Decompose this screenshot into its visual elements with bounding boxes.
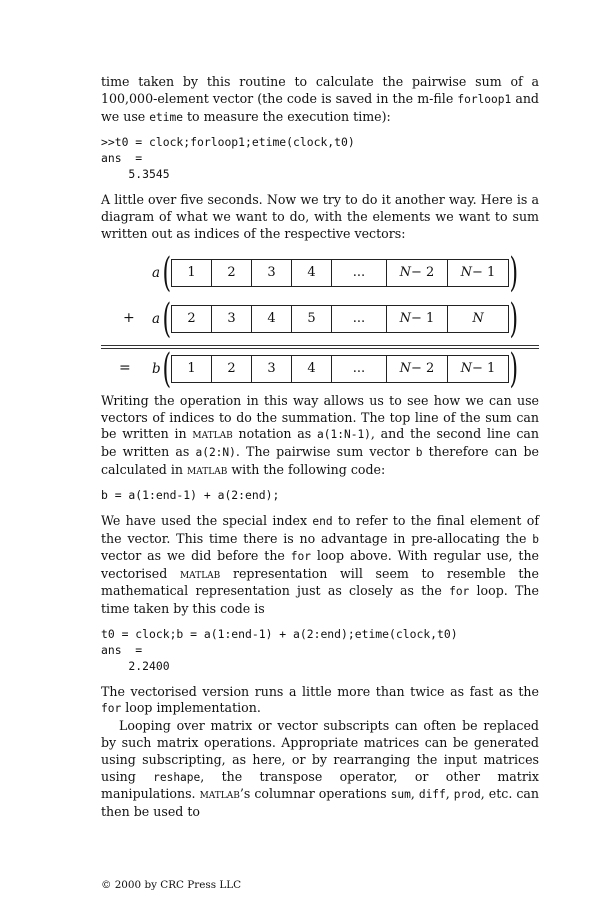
diagram-row-a2 bbox=[101, 295, 539, 345]
code1-command: >>t0 = clock;forloop1;etime(clock,t0) bbox=[101, 135, 355, 150]
paragraph-end-index bbox=[101, 513, 539, 618]
mfile-name: forloop1 bbox=[457, 92, 512, 106]
text: ’s columnar operations bbox=[239, 786, 391, 802]
intro-text-3: to measure the execution time): bbox=[182, 108, 391, 124]
inline-code: sum bbox=[390, 788, 411, 802]
code1-ans: ans = bbox=[101, 151, 143, 166]
code3-command: t0 = clock;b = a(1:end-1) + a(2:end);etime(clock,t0) bbox=[101, 626, 458, 641]
plus-operator: + bbox=[123, 309, 135, 326]
text: Looping over matrix or vector subscripts can often be replaced by such matrix operations. Appropriate matrices can be generated using subscripting, as here, or by rearranging the input matrices using bbox=[101, 718, 539, 784]
text: loop above. With regular use, the vectorised bbox=[101, 548, 540, 582]
row3-left-paren: ( bbox=[162, 345, 172, 392]
row1-cell: 1 bbox=[171, 259, 212, 287]
row3-cells bbox=[171, 355, 508, 383]
copyright-footer: © 2000 by CRC Press LLC bbox=[101, 879, 242, 891]
inline-code: b bbox=[532, 532, 539, 546]
row1-left-paren: ( bbox=[162, 249, 172, 296]
matlab-smallcaps: matlab bbox=[187, 461, 228, 477]
code3-value: 2.2400 bbox=[101, 658, 170, 673]
code-block-3 bbox=[101, 626, 539, 674]
paragraph-speedup bbox=[101, 684, 539, 719]
row3-cell: 2 bbox=[211, 355, 252, 383]
code-block-1 bbox=[101, 134, 539, 182]
intro-text-2: and we use bbox=[101, 90, 539, 124]
row3-cell: 1 bbox=[171, 355, 212, 383]
row3-cell: ... bbox=[331, 355, 387, 383]
inline-code: a(2:N) bbox=[195, 446, 236, 460]
text: notation as bbox=[232, 426, 318, 442]
row2-cell: 3 bbox=[211, 305, 252, 333]
row2-cell: N − 1 bbox=[386, 305, 448, 333]
index-diagram bbox=[101, 249, 539, 393]
row1-cell: ... bbox=[331, 259, 387, 287]
row3-cell: 4 bbox=[291, 355, 332, 383]
inline-code: reshape bbox=[153, 770, 201, 784]
text: . The pairwise sum vector bbox=[235, 444, 416, 460]
code-block-2: b = a(1:end-1) + a(2:end); bbox=[101, 487, 280, 502]
intro-paragraph bbox=[101, 74, 539, 126]
intro-text-1: time taken by this routine to calculate the pairwise sum of a 100,000-element vector (the code is saved in the m-file bbox=[101, 74, 539, 106]
row2-cell: 5 bbox=[291, 305, 332, 333]
text: , bbox=[445, 786, 454, 802]
paragraph-diagram-intro: A little over five seconds. Now we try to do it another way. Here is a diagram of what we want to do, with the elements we want to sum written out as indices of the respective vectors: bbox=[101, 192, 539, 241]
text: to refer to the final element of the vector. This time there is no advantage in pre-allocating the bbox=[101, 512, 540, 546]
inline-code: end bbox=[312, 514, 333, 528]
row2-cell: N bbox=[447, 305, 509, 333]
text: We have used the special index bbox=[101, 512, 313, 528]
diagram-row-b bbox=[101, 345, 539, 395]
row3-cell: 3 bbox=[251, 355, 292, 383]
row3-cell: N − 2 bbox=[386, 355, 448, 383]
text: loop. The time taken by this code is bbox=[101, 582, 539, 616]
matlab-smallcaps: matlab bbox=[179, 566, 221, 582]
inline-code: diff bbox=[418, 788, 446, 802]
inline-code: prod bbox=[453, 788, 481, 802]
row3-label: b bbox=[152, 360, 161, 377]
diagram-row-a1 bbox=[101, 249, 539, 299]
inline-code: for bbox=[101, 702, 122, 716]
row1-cell: 4 bbox=[291, 259, 332, 287]
inline-code: for bbox=[290, 550, 311, 564]
text: loop implementation. bbox=[121, 700, 261, 716]
row2-cell: 4 bbox=[251, 305, 292, 333]
paragraph-notation bbox=[101, 393, 539, 479]
paragraph-looping bbox=[101, 718, 539, 821]
row2-cell: 2 bbox=[171, 305, 212, 333]
code1-value: 5.3545 bbox=[101, 167, 170, 182]
text: representation will seem to resemble the mathematical representation just as closely as the bbox=[101, 566, 539, 598]
row2-left-paren: ( bbox=[162, 295, 172, 342]
row2-label: a bbox=[152, 310, 161, 327]
row1-cell: N − 2 bbox=[386, 259, 448, 287]
page-body bbox=[101, 74, 539, 821]
text: vector as we did before the bbox=[101, 548, 291, 564]
row1-cell: 2 bbox=[211, 259, 252, 287]
row3-cell: N − 1 bbox=[447, 355, 509, 383]
row2-cell: ... bbox=[331, 305, 387, 333]
row1-label: a bbox=[152, 264, 161, 281]
inline-code: a(1:N-1) bbox=[317, 428, 371, 442]
row1-cell: 3 bbox=[251, 259, 292, 287]
text: , and the second line can be written as bbox=[101, 426, 539, 460]
row1-cells bbox=[171, 259, 508, 287]
etime-code: etime bbox=[149, 110, 183, 124]
text: , bbox=[410, 786, 419, 802]
matlab-smallcaps: matlab bbox=[192, 426, 233, 442]
equals-operator: = bbox=[119, 359, 131, 376]
row1-right-paren: ) bbox=[509, 249, 519, 296]
row3-right-paren: ) bbox=[509, 345, 519, 392]
inline-code: for bbox=[449, 584, 470, 598]
row2-cells bbox=[171, 305, 508, 333]
row2-right-paren: ) bbox=[509, 295, 519, 342]
row1-cell: N − 1 bbox=[447, 259, 509, 287]
matlab-smallcaps: matlab bbox=[199, 786, 240, 802]
text: The vectorised version runs a little more than twice as fast as the bbox=[101, 683, 539, 699]
text: therefore can be calculated in bbox=[101, 444, 539, 477]
text: , the transpose operator, or other matrix manipulations. bbox=[101, 768, 539, 802]
text: with the following code: bbox=[227, 461, 386, 477]
inline-code: b bbox=[415, 446, 423, 460]
text: Writing the operation in this way allows us to see how we can use vectors of indices to do the summation. The top line of the sum can be written in bbox=[101, 392, 539, 442]
text: , etc. can then be used to bbox=[101, 786, 540, 820]
code3-ans: ans = bbox=[101, 642, 143, 657]
